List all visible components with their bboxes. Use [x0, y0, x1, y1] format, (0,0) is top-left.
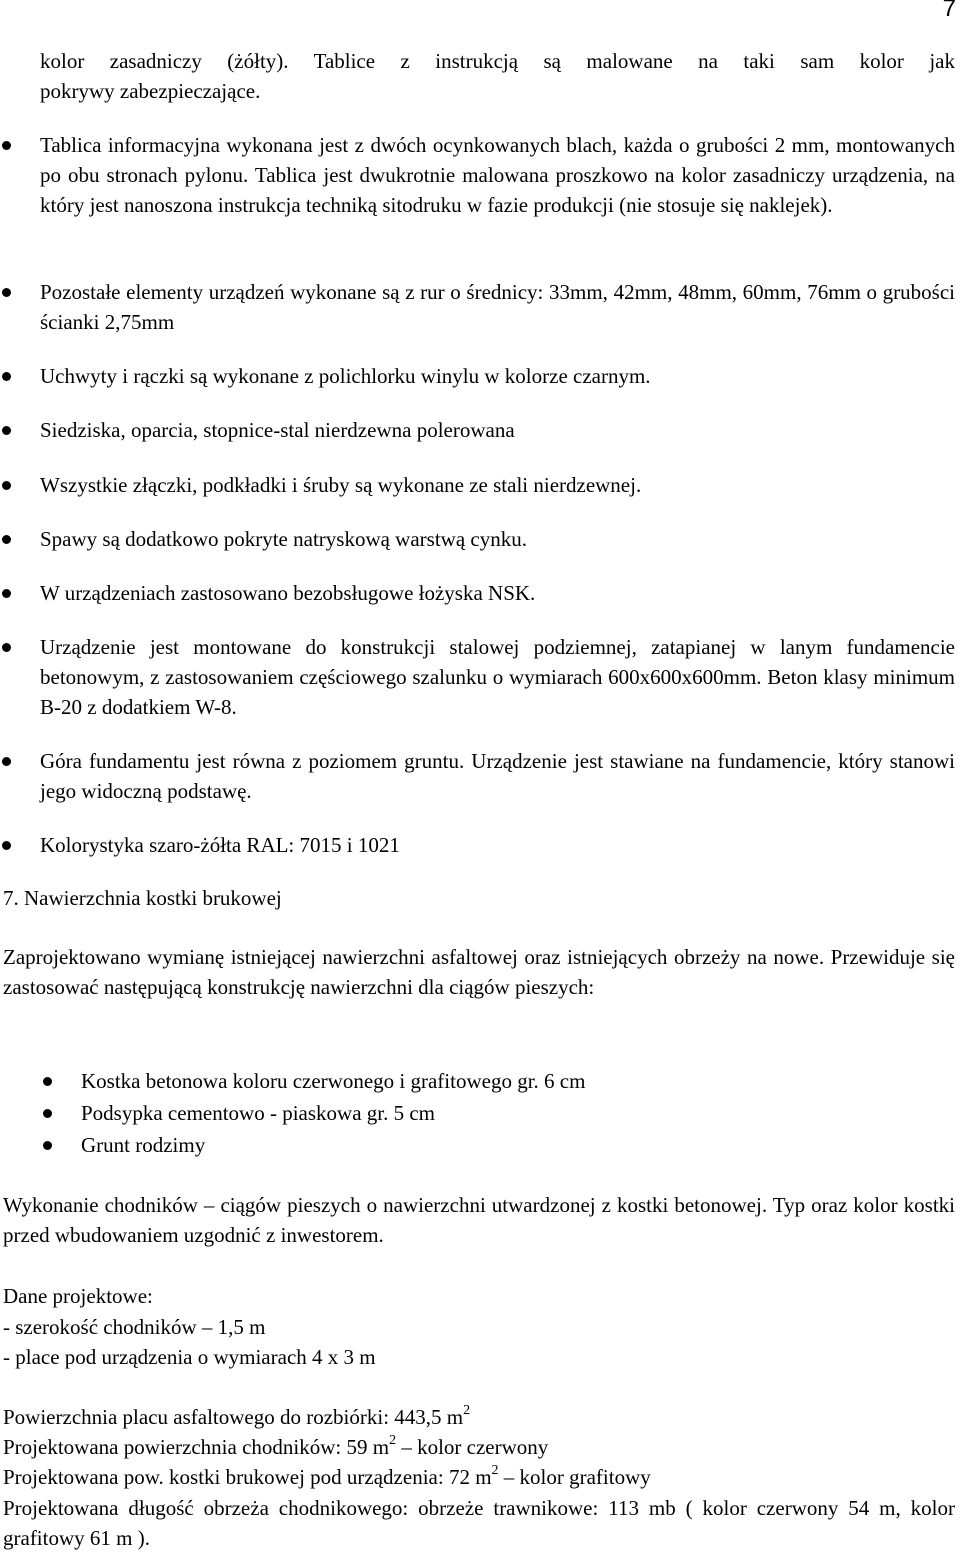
list-item: W urządzeniach zastosowano bezobsługowe łożyska NSK. — [40, 578, 955, 608]
list-item: Góra fundamentu jest równa z poziomem gruntu. Urządzenie jest stawiane na fundamencie, który stanowi jego widoczną podstawę. — [40, 746, 955, 806]
design-data-line: - szerokość chodników – 1,5 m — [3, 1315, 266, 1339]
list-item: Wszystkie złączki, podkładki i śruby są wykonane ze stali nierdzewnej. — [40, 470, 955, 500]
bullet-icon — [43, 1077, 57, 1091]
page-number: 7 — [942, 0, 956, 22]
list-item: Urządzenie jest montowane do konstrukcji stalowej podziemnej, zatapianej w lanym fundamencie betonowym, z zastosowaniem częściowego szalunku o wymiarach 600x600x600mm. Beton klasy minimum B-20 z dodatkiem W-8. — [40, 632, 955, 722]
bullet-icon — [2, 757, 16, 771]
top-continuation-line-2: pokrywy zabezpieczające. — [40, 79, 261, 103]
material-item: Podsypka cementowo - piaskowa gr. 5 cm — [81, 1098, 435, 1128]
design-data-line: - place pod urządzenia o wymiarach 4 x 3 m — [3, 1345, 376, 1369]
bullet-icon — [2, 841, 16, 855]
top-continuation-line-1: kolor zasadniczy (żółty). Tablice z instrukcją są malowane na taki sam kolor jak — [40, 49, 955, 73]
list-item: Spawy są dodatkowo pokryte natryskową warstwą cynku. — [40, 524, 955, 554]
bullet-icon — [2, 372, 16, 386]
list-item: Uchwyty i rączki są wykonane z polichlorku winylu w kolorze czarnym. — [40, 361, 955, 391]
bullet-icon — [2, 288, 16, 302]
section-heading: 7. Nawierzchnia kostki brukowej — [3, 886, 282, 910]
intro-paragraph: Zaprojektowano wymianę istniejącej nawierzchni asfaltowej oraz istniejących obrzeży na nowe. Przewiduje się zastosować następującą konstrukcję nawierzchni dla ciągów pieszych: — [3, 945, 955, 999]
bullet-icon — [2, 589, 16, 603]
bullet-icon — [2, 535, 16, 549]
bullet-icon — [2, 643, 16, 657]
bullet-icon — [2, 426, 16, 440]
bullet-icon — [2, 481, 16, 495]
bullet-icon — [43, 1109, 57, 1123]
list-item: Tablica informacyjna wykonana jest z dwóch ocynkowanych blach, każda o grubości 2 mm, montowanych po obu stronach pylonu. Tablica jest dwukrotnie malowana proszkowo na kolor zasadniczy urządzenia, na który jest nanoszona instrukcja techniką sitodruku w fazie produkcji (nie stosuje się naklejek). — [40, 130, 955, 220]
bullet-icon — [43, 1141, 57, 1155]
bullet-icon — [2, 141, 16, 155]
material-item: Grunt rodzimy — [81, 1130, 205, 1160]
execution-paragraph: Wykonanie chodników – ciągów pieszych o nawierzchni utwardzonej z kostki betonowej. Typ oraz kolor kostki przed wbudowaniem uzgodnić z inwestorem. — [3, 1193, 955, 1247]
area-line: Powierzchnia placu asfaltowego do rozbiórki: 443,5 $m^2$ — [3, 1403, 471, 1429]
list-item: Kolorystyka szaro-żółta RAL: 7015 i 1021 — [40, 830, 955, 860]
curb-paragraph: Projektowana długość obrzeża chodnikowego: obrzeże trawnikowe: 113 mb ( kolor czerwony 54 m, kolor grafitowy 61 m ). — [3, 1496, 955, 1550]
design-data-title: Dane projektowe: — [3, 1284, 153, 1308]
list-item: Pozostałe elementy urządzeń wykonane są z rur o średnicy: 33mm, 42mm, 48mm, 60mm, 76mm o grubości ścianki 2,75mm — [40, 277, 955, 337]
list-item: Siedziska, oparcia, stopnice-stal nierdzewna polerowana — [40, 415, 955, 445]
material-item: Kostka betonowa koloru czerwonego i grafitowego gr. 6 cm — [81, 1066, 585, 1096]
area-line: Projektowana pow. kostki brukowej pod urządzenia: 72 $m^2$ – kolor grafitowy — [3, 1463, 651, 1489]
area-line: Projektowana powierzchnia chodników: 59 $m^2$ – kolor czerwony — [3, 1433, 549, 1459]
